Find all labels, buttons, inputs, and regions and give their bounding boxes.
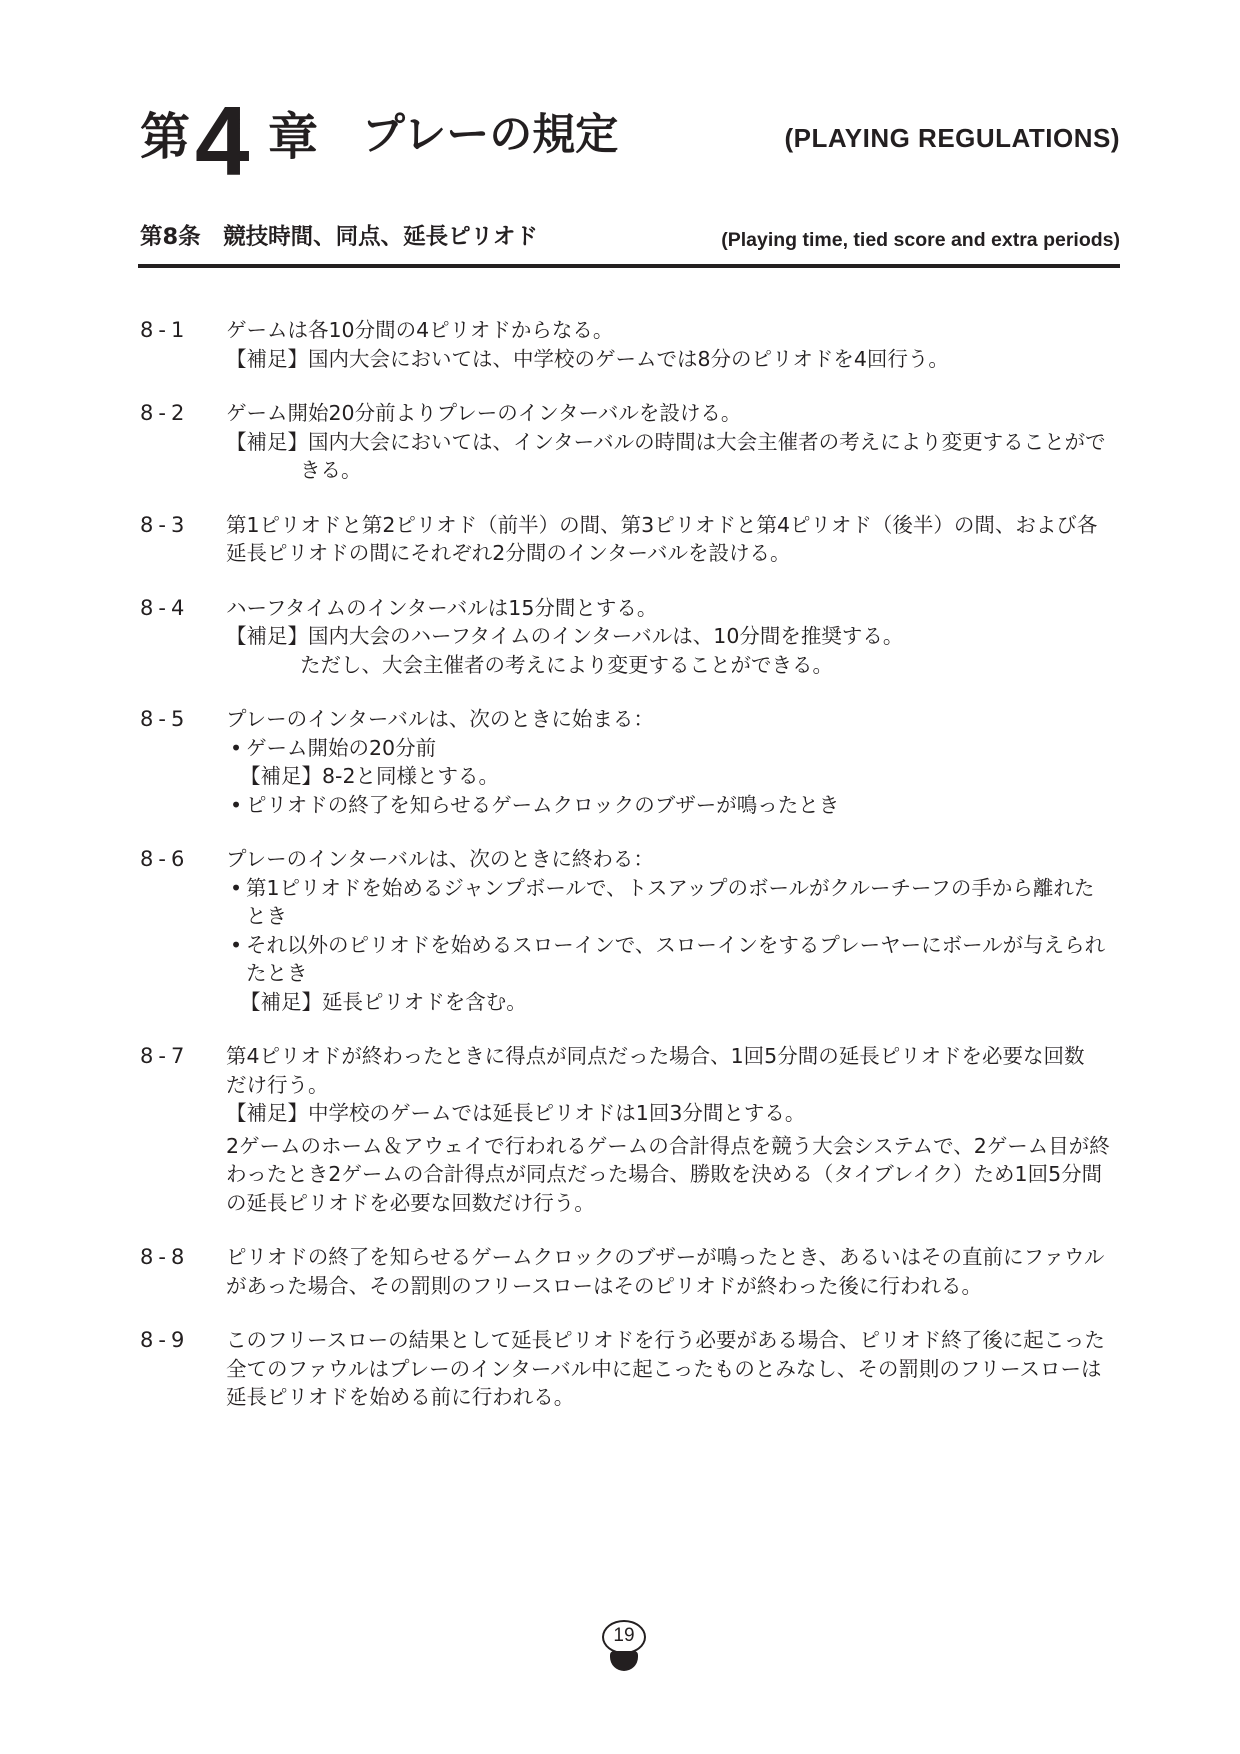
bullet-text: 第1ピリオドを始めるジャンプボールで、トスアップのボールがクルーチーフの手から離れた [246, 875, 1095, 900]
rule-text-line: ハーフタイムのインターバルは15分間とする。 [226, 595, 658, 620]
rule-number: 8-3 [140, 512, 190, 537]
bullet-dot-icon: • [230, 735, 243, 760]
rule-text-line: このフリースローの結果として延長ピリオドを行う必要がある場合、ピリオド終了後に起こった [226, 1328, 1105, 1352]
bullet-line [226, 874, 1120, 903]
rule-text-line: プレーのインターバルは、次のときに始まる： [226, 707, 654, 731]
rule-number: 8-7 [140, 1044, 190, 1068]
bullet-note: 【補足】8-2と同様とする。 [240, 764, 499, 788]
rule-text-line: 全てのファウルはプレーのインターバル中に起こったものとみなし、その罰則のフリースローは [226, 1356, 1102, 1381]
bullet-line [226, 931, 1120, 960]
chapter-title: プレーの規定 [362, 110, 619, 160]
rule-item [140, 594, 1120, 680]
rule-text-line: 第1ピリオドと第2ピリオド（前半）の間、第3ピリオドと第4ピリオド（後半）の間、および各 [226, 512, 1098, 537]
rule-note: 【補足】国内大会においては、中学校のゲームでは8分のピリオドを4回行う。 [226, 346, 949, 371]
bullet-dot-icon: • [230, 792, 243, 817]
rule-extra-line: の延長ピリオドを必要な回数だけ行う。 [226, 1190, 595, 1215]
chapter-title-english: (PLAYING REGULATIONS) [784, 123, 1120, 153]
rule-text-line: 延長ピリオドを始める前に行われる。 [226, 1385, 575, 1409]
article-title-english: (Playing time, tied score and extra periods) [721, 229, 1120, 251]
rule-item [140, 705, 1120, 819]
rule-number: 8-2 [140, 401, 190, 425]
rule-text-line: ゲームは各10分間の4ピリオドからなる。 [226, 318, 614, 342]
rule-text-line: ゲーム開始20分前よりプレーのインターバルを設ける。 [226, 401, 742, 425]
rule-extra-line: 2ゲームのホーム＆アウェイで行われるゲームの合計得点を競う大会システムで、2ゲーム目が終 [226, 1133, 1110, 1158]
rule-text-line: があった場合、その罰則のフリースローはそのピリオドが終わった後に行われる。 [226, 1273, 983, 1298]
chapter-suffix: 章 [268, 108, 318, 166]
rules-list [140, 316, 1120, 1438]
rule-extra-line: わったとき2ゲームの合計得点が同点だった場合、勝敗を決める（タイブレイク）ため1回5分間 [226, 1162, 1103, 1186]
bullet-text: たとき [246, 961, 308, 985]
bullet-note: 【補足】延長ピリオドを含む。 [240, 989, 527, 1014]
bullet-text: ピリオドの終了を知らせるゲームクロックのブザーが鳴ったとき [246, 792, 840, 817]
bullet-dot-icon: • [230, 875, 243, 900]
rule-text-line: 第4ピリオドが終わったときに得点が同点だった場合、1回5分間の延長ピリオドを必要な回数 [226, 1044, 1085, 1068]
rule-note: 【補足】中学校のゲームでは延長ピリオドは1回3分間とする。 [226, 1101, 806, 1125]
rule-text-line: 延長ピリオドの間にそれぞれ2分間のインターバルを設ける。 [226, 541, 791, 565]
page-number-badge [602, 1620, 646, 1674]
bullet-line [226, 902, 1120, 931]
rule-note: 【補足】国内大会においては、インターバルの時間は大会主催者の考えにより変更することがで [226, 429, 1106, 454]
bullet-dot-icon: • [230, 932, 243, 957]
rule-number: 8-9 [140, 1328, 190, 1352]
rule-text-line: ピリオドの終了を知らせるゲームクロックのブザーが鳴ったとき、あるいはその直前にファウル [226, 1245, 1105, 1269]
bullet-line [226, 959, 1120, 988]
article-title: 第8条 競技時間、同点、延長ピリオド [140, 224, 538, 250]
rule-item [140, 845, 1120, 1016]
bullet-text: とき [246, 904, 287, 928]
rule-number: 8-8 [140, 1245, 190, 1269]
rule-number: 8-6 [140, 847, 190, 871]
bullet-text: それ以外のピリオドを始めるスローインで、スローインをするプレーヤーにボールが与えられ [246, 932, 1106, 957]
rule-number: 8-4 [140, 595, 190, 620]
page-number: 19 [613, 1625, 635, 1646]
article-heading [138, 222, 1120, 268]
chapter-prefix: 第 [140, 108, 190, 166]
rule-item [140, 511, 1120, 568]
rule-item [140, 1042, 1120, 1217]
rule-note: 【補足】国内大会のハーフタイムのインターバルは、10分間を推奨する。 [226, 624, 904, 648]
rule-text-line: プレーのインターバルは、次のときに終わる： [226, 847, 654, 871]
page-number-base [610, 1651, 638, 1671]
rule-number: 8-5 [140, 707, 190, 731]
bullet-line [226, 734, 1120, 763]
rule-item [140, 1243, 1120, 1300]
rule-item [140, 316, 1120, 373]
bullet-text: ゲーム開始の20分前 [246, 735, 437, 760]
rule-number: 8-1 [140, 318, 190, 342]
chapter-number: 4 [195, 86, 250, 196]
rule-note-continuation: きる。 [300, 458, 362, 482]
rule-note-continuation: ただし、大会主催者の考えにより変更することができる。 [300, 652, 833, 677]
rule-text-line: だけ行う。 [226, 1072, 329, 1097]
bullet-line [226, 791, 1120, 820]
rule-item [140, 399, 1120, 485]
rule-item [140, 1326, 1120, 1412]
chapter-heading [140, 86, 1120, 196]
